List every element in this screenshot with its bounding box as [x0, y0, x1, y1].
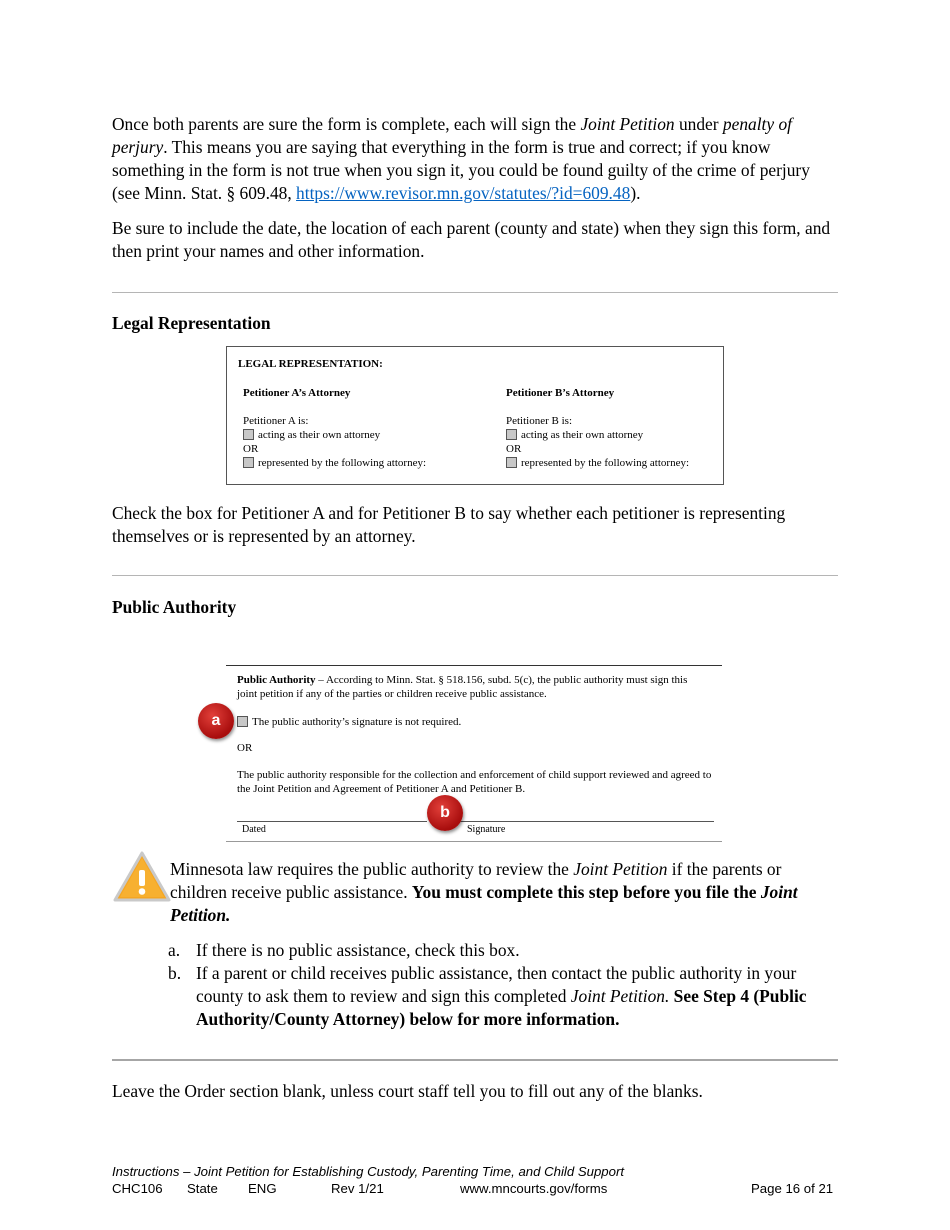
footer-title: Instructions – Joint Petition for Establishing Custody, Parenting Time, and Child Support [112, 1164, 625, 1179]
text-run: Once both parents are sure the form is complete, each will sign the [112, 114, 581, 134]
section-divider [112, 292, 838, 293]
checkbox[interactable] [243, 429, 254, 440]
reviewed-statement: The public authority responsible for the collection and enforcement of child support reviewed and agreed to the Joint Petition and Agreement of Petitioner A and Petitioner B. [237, 769, 712, 795]
text-bold: You must complete this step before you file the [411, 882, 761, 902]
order-instruction: Leave the Order section blank, unless court staff tell you to fill out any of the blanks. [112, 1081, 703, 1101]
petitioner-a-option-self [243, 428, 380, 442]
list-text [196, 962, 836, 1031]
option-label: represented by the following attorney: [521, 457, 690, 469]
text-run: ). [630, 183, 641, 203]
callout-badge-b: b [427, 795, 463, 831]
perjury-paragraph [112, 113, 838, 205]
petitioner-a-is: Petitioner A is: [243, 415, 309, 427]
list-item [168, 939, 838, 962]
public-authority-form-excerpt [226, 665, 722, 842]
text-italic: Joint Petition [580, 114, 675, 134]
list-label: a. [168, 940, 181, 960]
option-label: represented by the following attorney: [258, 457, 427, 469]
date-location-paragraph: Be sure to include the date, the location of each parent (county and state) when they sign this form, and then print your names and other information. [112, 218, 831, 261]
public-authority-intro [237, 673, 707, 701]
signature-label: Signature [467, 824, 506, 835]
text-run: if the parents or children receive public assistance. [170, 859, 782, 902]
list-item [168, 962, 838, 1032]
text-bold: See Step 4 (Public Authority/County Attorney) below for more information. [196, 986, 807, 1029]
checkbox[interactable] [506, 457, 517, 468]
petitioner-a-attorney-title: Petitioner A’s Attorney [243, 387, 351, 399]
petitioner-b-or: OR [506, 443, 522, 455]
petitioner-a-option-attorney [243, 456, 426, 470]
petitioner-b-attorney-title: Petitioner B’s Attorney [506, 387, 615, 399]
warning-icon [112, 850, 172, 904]
footer-revision: Rev 1/21 [331, 1181, 384, 1196]
text-italic: Joint Petition [573, 859, 668, 879]
petitioner-a-or: OR [243, 443, 259, 455]
legal-instruction: Check the box for Petitioner A and for Petitioner B to say whether each petitioner is representing themselves or is represented by an attorney. [112, 503, 786, 546]
public-or: OR [237, 742, 253, 754]
section-divider [112, 575, 838, 576]
footer-form-code: CHC106 [112, 1181, 163, 1196]
dated-label: Dated [242, 824, 266, 835]
checkbox[interactable] [506, 429, 517, 440]
text-run: . This means you are saying that everything in the form is true and correct; if you know something in the form is not true when you sign it, you could be found guilty of the crime of perjury (see Minn. Stat. § 609.48, [112, 137, 810, 203]
callout-badge-a: a [198, 703, 234, 739]
intro-text: – According to Minn. Stat. § 518.156, subd. 5(c), the public authority must sign this joint petition if any of the parties or children receive public assistance. [237, 674, 688, 700]
signature-line [456, 821, 714, 822]
list-label: b. [168, 963, 182, 983]
footer-page-number: Page 16 of 21 [751, 1181, 834, 1196]
footer-state: State [187, 1181, 218, 1196]
petitioner-b-is: Petitioner B is: [506, 415, 572, 427]
footer-language: ENG [248, 1181, 277, 1196]
public-authority-warning [170, 858, 838, 927]
petitioner-b-option-self [506, 428, 643, 442]
option-label: The public authority’s signature is not required. [252, 716, 462, 728]
box-title: LEGAL REPRESENTATION: [238, 358, 383, 370]
text-italic: Joint Petition. [570, 986, 670, 1006]
option-label: acting as their own attorney [521, 429, 644, 441]
list-text: If there is no public assistance, check this box. [196, 940, 520, 960]
text-run: under [674, 114, 723, 134]
option-label: acting as their own attorney [258, 429, 381, 441]
statute-link[interactable]: https://www.revisor.mn.gov/statutes/?id=609.48 [296, 183, 631, 203]
text-run: If a parent or child receives public assistance, then contact the public authority in your county to ask them to review and sign this completed [196, 963, 797, 1006]
footer-url: www.mncourts.gov/forms [460, 1181, 608, 1196]
lead-text: Public Authority [237, 674, 316, 686]
text-bold-italic: Joint Petition. [170, 882, 798, 925]
text-italic: penalty of perjury [112, 114, 792, 157]
legal-representation-heading: Legal Representation [112, 313, 271, 333]
checkbox[interactable] [243, 457, 254, 468]
public-authority-heading: Public Authority [112, 597, 237, 617]
checkbox[interactable] [237, 716, 248, 727]
not-required-option [237, 715, 461, 729]
legal-representation-form-excerpt [226, 346, 724, 485]
text-run: Minnesota law requires the public authority to review the [170, 859, 574, 879]
petitioner-b-option-attorney [506, 456, 689, 470]
dated-line [237, 821, 427, 822]
section-divider [112, 1059, 838, 1061]
